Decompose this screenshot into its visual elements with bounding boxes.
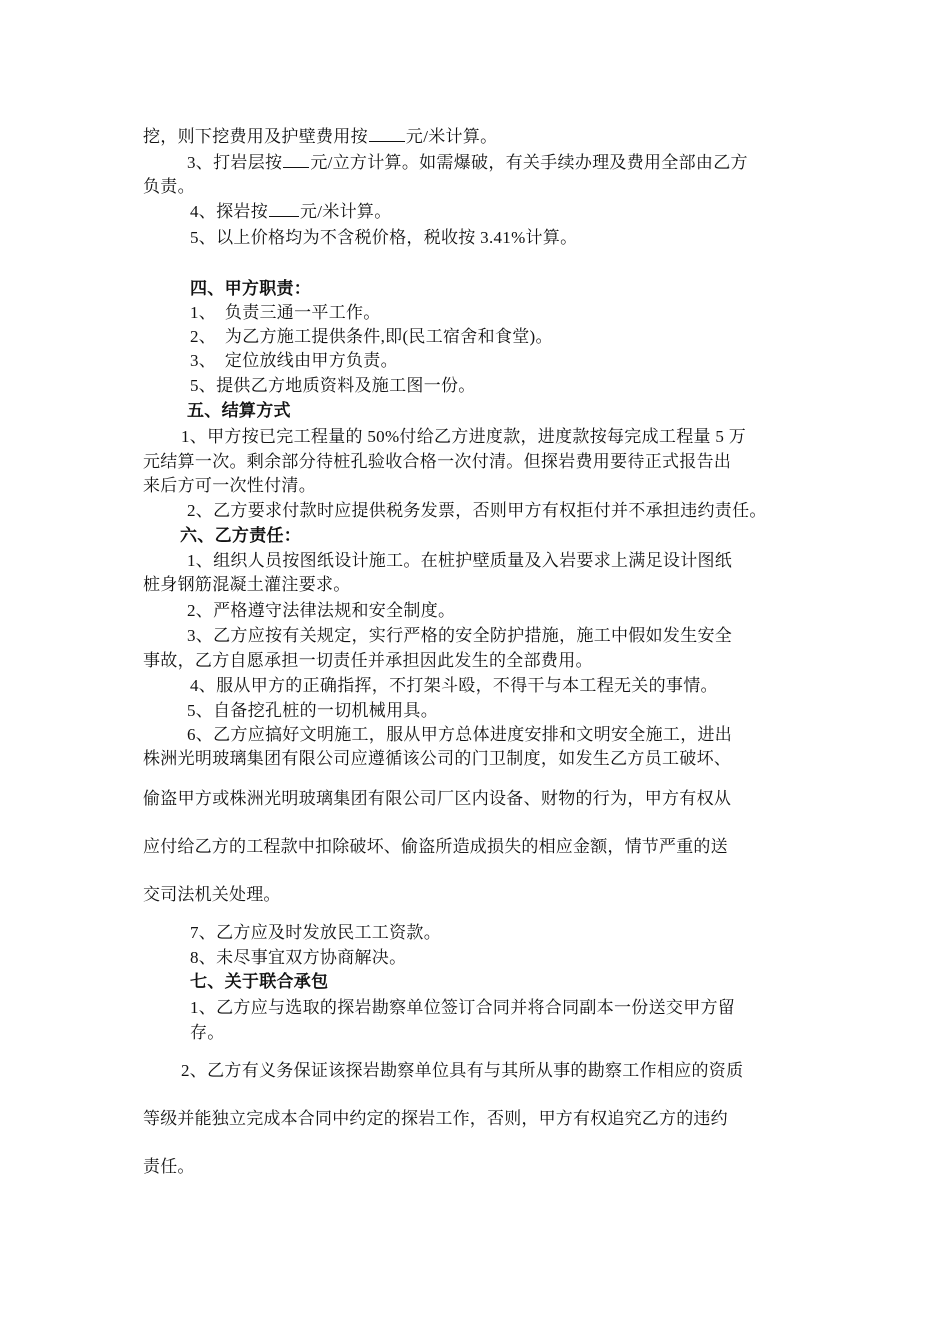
text: 挖，则下挖费用及护壁费用按: [143, 127, 368, 146]
list-item: 1、 负责三通一平工作。: [190, 303, 381, 322]
blank-field: [269, 216, 299, 217]
text: 偷盗甲方或株洲光明: [143, 789, 299, 808]
paragraph-line: 4、服从甲方的正确指挥，不打架斗殴，不得干与本工程无关的事情。: [190, 676, 718, 695]
list-item: 5、提供乙方地质资料及施工图一份。: [190, 376, 476, 395]
blank-field: [283, 167, 309, 168]
paragraph-line: 6、乙方应搞好文明施工，服从甲方总体进度安排和文明安全施工，进出: [187, 725, 733, 744]
paragraph-line: 3、乙方应按有关规定，实行严格的安全防护措施，施工中假如发生安全: [187, 626, 733, 645]
paragraph-line: [143, 788, 731, 810]
price-line-4: [190, 201, 392, 223]
list-item: 2、 为乙方施工提供条件,即(民工宿舍和食堂)。: [190, 327, 553, 346]
paragraph-line: 2、乙方要求付款时应提供税务发票，否则甲方有权拒付并不承担违约责任。: [187, 501, 767, 520]
text: 4、探岩按: [190, 202, 268, 221]
paragraph-line: 来后方可一次性付清。: [143, 476, 316, 495]
price-line-2: [187, 152, 748, 174]
paragraph-line: 事故，乙方自愿承担一切责任并承担因此发生的全部费用。: [143, 651, 593, 670]
text: 元/米计算。: [405, 127, 498, 146]
text: 元/立方计算。如需爆破，有关手续办理及费用全部由乙方: [310, 153, 748, 172]
section-heading-5: 五、结算方式: [187, 401, 291, 420]
price-line-3: 负责。: [143, 177, 195, 196]
price-line-5: 5、以上价格均为不含税价格，税收按 3.41%计算。: [190, 228, 578, 247]
paragraph-line: 1、组织人员按图纸设计施工。在桩护壁质量及入岩要求上满足设计图纸: [187, 551, 733, 570]
paragraph-line: 责任。: [143, 1157, 195, 1177]
section-heading-7: 七、关于联合承包: [190, 972, 329, 991]
paragraph-line: 元结算一次。剩余部分待桩孔验收合格一次付清。但探岩费用要待正式报告出: [143, 452, 732, 471]
text: 玻璃集团有限公司厂区内设备、财物的行为，甲方有权从: [298, 789, 732, 809]
text: 元/米计算。: [300, 202, 392, 221]
text: 2、乙方有义务保证该探岩勘察单位具有与其所从事的勘察工作相: [181, 1061, 675, 1080]
paragraph-line: 存。: [190, 1023, 225, 1042]
text: 3、打岩层按: [187, 153, 283, 172]
paragraph-line: 1、乙方应与选取的探岩勘察单位签订合同并将合同副本一份送交甲方留: [190, 998, 736, 1017]
paragraph-line: 2、严格遵守法律法规和安全制度。: [187, 601, 456, 620]
list-item: 3、 定位放线由甲方负责。: [190, 351, 398, 370]
text: 应的资质: [674, 1061, 744, 1081]
section-heading-6: 六、乙方责任：: [180, 526, 302, 545]
paragraph-line: 交司法机关处理。: [143, 885, 281, 905]
paragraph-line: 等级并能独立完成本合同中约定的探岩工作，否则，甲方有权追究乙方的违约: [143, 1109, 728, 1129]
paragraph-line: 7、乙方应及时发放民工工资款。: [190, 923, 441, 942]
paragraph-line: 5、自备挖孔桩的一切机械用具。: [187, 701, 438, 720]
section-heading-4: 四、甲方职责：: [190, 279, 312, 298]
paragraph-line: 1、甲方按已完工程量的 50%付给乙方进度款，进度款按每完成工程量 5 万: [181, 427, 747, 446]
paragraph-line: 株洲光明玻璃集团有限公司应遵循该公司的门卫制度，如发生乙方员工破坏、: [143, 749, 732, 768]
paragraph-line: 桩身钢筋混凝土灌注要求。: [143, 575, 351, 594]
paragraph-line: [181, 1060, 743, 1082]
paragraph-line: 8、未尽事宜双方协商解决。: [190, 948, 407, 967]
paragraph-line: 应付给乙方的工程款中扣除破坏、偷盗所造成损失的相应金额，情节严重的送: [143, 837, 728, 857]
blank-field: [369, 141, 405, 142]
price-line-1: [143, 126, 497, 148]
